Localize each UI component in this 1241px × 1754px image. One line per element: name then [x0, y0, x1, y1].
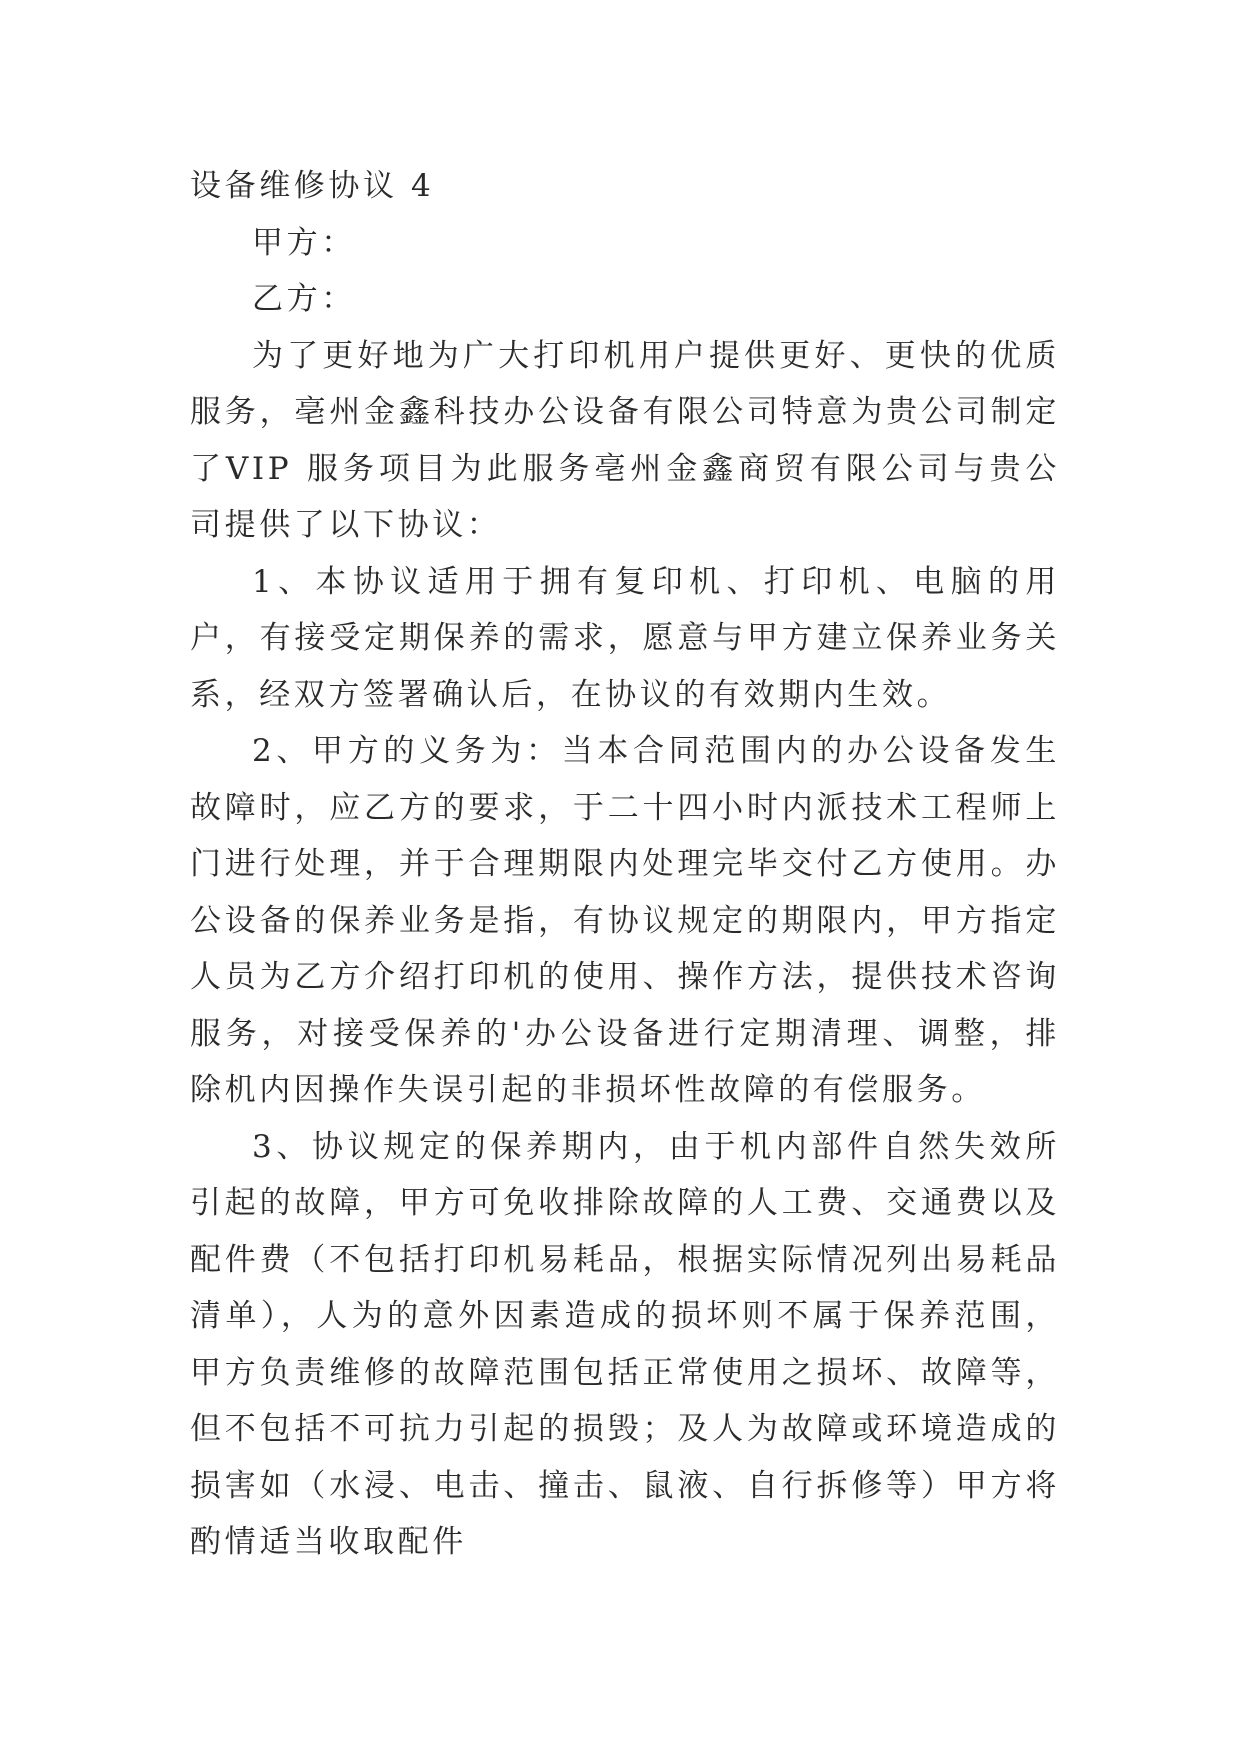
- party-b-line: 乙方：: [252, 281, 356, 317]
- intro-paragraph: 为了更好地为广大打印机用户提供更好、更快的优质服务，亳州金鑫科技办公设备有限公司特意为贵公司制定了VIP 服务项目为此服务亳州金鑫商贸有限公司与贵公司提供了以下协议：: [190, 337, 1060, 543]
- party-a-line: 甲方：: [252, 224, 356, 261]
- clause-2-paragraph: 2、甲方的义务为：当本合同范围内的办公设备发生故障时，应乙方的要求，于二十四小时内派技术工程师上门进行处理，并于合理期限内处理完毕交付乙方使用。办公设备的保养业务是指，有协议规定的期限内，甲方指定人员为乙方介绍打印机的使用、操作方法，提供技术咨询服务，对接受保养的'办公设备进行定期清理、调整，排除机内因操作失误引起的非损坏性故障的有偿服务。: [190, 733, 1060, 1108]
- clause-1-paragraph: 1、本协议适用于拥有复印机、打印机、电脑的用户，有接受定期保养的需求，愿意与甲方建立保养业务关系，经双方签署确认后，在协议的有效期内生效。: [190, 563, 1060, 713]
- document-title: 设备维修协议 4: [190, 168, 435, 204]
- document-body: [190, 158, 1060, 1571]
- clause-3-paragraph: 3、协议规定的保养期内，由于机内部件自然失效所引起的故障，甲方可免收排除故障的人工费、交通费以及配件费（不包括打印机易耗品，根据实际情况列出易耗品清单），人为的意外因素造成的损坏则不属于保养范围，甲方负责维修的故障范围包括正常使用之损坏、故障等，但不包括不可抗力引起的损毁；及人为故障或环境造成的损害如（水浸、电击、撞击、鼠液、自行拆修等）甲方将酌情适当收取配件: [190, 1128, 1060, 1560]
